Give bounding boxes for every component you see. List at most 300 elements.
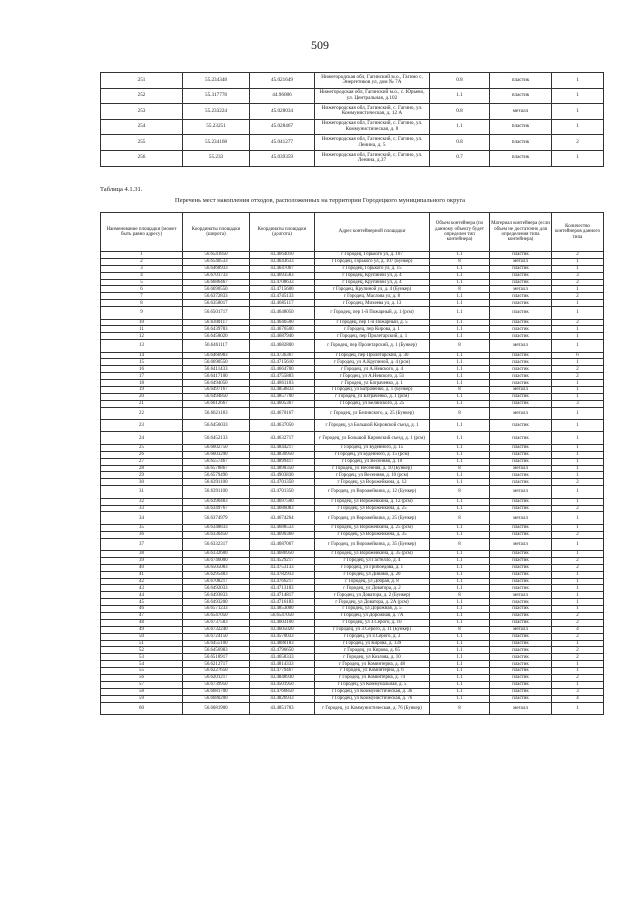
cell-vol: 8 (430, 286, 490, 293)
cell-addr: г Городец, Крупиной ул, д. 4 (315, 272, 430, 279)
cell-lat: 56.6690550 (183, 286, 250, 293)
cell-n: 251 (101, 73, 183, 89)
table-row (101, 340, 604, 352)
cell-lat: 56.6493200 (183, 599, 250, 606)
cell-addr: г Городец, ул З.Серого, д. 10 (315, 619, 430, 626)
cell-cnt: 2 (552, 252, 604, 259)
table-row (101, 258, 604, 265)
table-row (101, 73, 604, 89)
cell-mat: металл (490, 340, 552, 352)
cell-lon: 43.4766850 (250, 688, 315, 695)
cell-addr: г Городец, пер Пролетарский, д. 1 (315, 333, 430, 340)
cell-addr: Нижегородская обл, Гагинский, с. Гагино, ул. Ленина, д.37 (315, 150, 430, 166)
cell-cnt: 1 (552, 571, 604, 578)
cell-cnt: 1 (552, 333, 604, 340)
cell-mat: пластик (490, 359, 552, 366)
cell-n: 5 (101, 279, 183, 286)
table-row (101, 380, 604, 387)
cell-lon: 43.4736367 (250, 352, 315, 359)
cell-addr: Нижегородская обл, Гагинский м.о., с. Юрьево, ул. Центральная, д.102 (315, 88, 430, 104)
cell-n: 12 (101, 333, 183, 340)
cell-lon: 43.4745133 (250, 293, 315, 300)
table-row (101, 387, 604, 394)
cell-lon: 43.4826933 (250, 695, 315, 702)
cell-lon: 43.4685117 (250, 300, 315, 307)
cell-n: 25 (101, 444, 183, 451)
cell-n: 41 (101, 571, 183, 578)
cell-lat: 56.6411433 (183, 366, 250, 373)
cell-addr: г Городец, Крупиной ул, д. 4 (315, 279, 430, 286)
cell-lat: 56.6518917 (183, 654, 250, 661)
table-row (101, 352, 604, 359)
cell-vol: 1.1 (430, 373, 490, 380)
cell-vol: 1.1 (430, 252, 490, 259)
cell-mat: пластик (490, 654, 552, 661)
cell-lon: 43.4848930 (250, 674, 315, 681)
cell-addr: г Городец, пер 1-й Пожарный, д. 5 (315, 319, 430, 326)
cell-mat: пластик (490, 674, 552, 681)
cell-n: 19 (101, 387, 183, 394)
cell-lat: 56.6455100 (183, 640, 250, 647)
cell-addr: г Городец, ул Весенняя, д. 10 (Бункер) (315, 465, 430, 472)
cell-n: 35 (101, 524, 183, 531)
cell-n: 34 (101, 512, 183, 524)
cell-lat: 56.6690550 (183, 359, 250, 366)
cell-n: 9 (101, 307, 183, 319)
page-number: 509 (311, 38, 329, 52)
cell-mat: пластик (490, 265, 552, 272)
cell-cnt: 2 (552, 619, 604, 626)
cell-lon: 43.4658333 (250, 654, 315, 661)
header-cnt: Количество контейнеров данного типа (552, 213, 604, 252)
table-row (101, 400, 604, 407)
cell-addr: г Городец, пер 1-й Пожарный, д. 1 (рсм) (315, 307, 430, 319)
cell-addr: г Городец, Маслова ул, д. 8 (315, 293, 430, 300)
cell-vol: 1.1 (430, 619, 490, 626)
table-row (101, 505, 604, 512)
cell-lat: 56.6300117 (183, 319, 250, 326)
cell-lon: 43.4716183 (250, 599, 315, 606)
cell-lon: 43.4898350 (250, 465, 315, 472)
cell-lon: 43.4676500 (250, 326, 315, 333)
cell-n: 11 (101, 326, 183, 333)
cell-lat: 56.6201217 (183, 674, 250, 681)
cell-lon: 43.4857700 (250, 393, 315, 400)
cell-lat: 55.234168 (183, 135, 250, 151)
cell-addr: г Городец, ул Дорожная, д. 7А (315, 612, 430, 619)
cell-n: 59 (101, 695, 183, 702)
cell-cnt: 1 (552, 538, 604, 550)
cell-cnt: 4 (552, 626, 604, 633)
cell-vol: 1.1 (430, 352, 490, 359)
cell-cnt: 1 (552, 606, 604, 613)
cell-mat: пластик (490, 578, 552, 585)
cell-n: 55 (101, 668, 183, 675)
table-row (101, 393, 604, 400)
cell-lat: 56.6686467 (183, 279, 250, 286)
cell-vol: 1.1 (430, 88, 490, 104)
cell-n: 26 (101, 451, 183, 458)
cell-lon: 43.4605367 (250, 400, 315, 407)
cell-lat: 56.6708217 (183, 578, 250, 585)
cell-mat: пластик (490, 119, 552, 135)
cell-lon: 43.4664010 (250, 252, 315, 259)
table-row (101, 633, 604, 640)
cell-addr: г Городец, Михеева ул, д. 13 (315, 300, 430, 307)
cell-mat: пластик (490, 135, 552, 151)
header-name: Наименование площадки (может быть равно адресу) (101, 213, 183, 252)
table-row (101, 444, 604, 451)
cell-cnt: 2 (552, 531, 604, 538)
cell-mat: пластик (490, 695, 552, 702)
cell-lat: 56.6332600 (183, 550, 250, 557)
cell-lat: 56.6461117 (183, 340, 250, 352)
cell-mat: пластик (490, 444, 552, 451)
cell-n: 45 (101, 599, 183, 606)
cell-cnt: 1 (552, 380, 604, 387)
table-row (101, 326, 604, 333)
table-title: Перечень мест накопления отходов, расположенных на территории Городецкого муниципального округа (174, 197, 466, 204)
cell-mat: пластик (490, 633, 552, 640)
cell-lat: 55.233 (183, 150, 250, 166)
cell-vol: 8 (430, 702, 490, 714)
cell-vol: 0.8 (430, 104, 490, 120)
cell-addr: г Городец, ул Ворожейкина, д. 25 (315, 505, 430, 512)
cell-n: 17 (101, 373, 183, 380)
cell-addr: г Городец, ул Буденного, д. 15 (рсм) (315, 451, 430, 458)
cell-lon: 43.4686950 (250, 550, 315, 557)
cell-vol: 0.8 (430, 135, 490, 151)
cell-mat: пластик (490, 505, 552, 512)
table-row (101, 531, 604, 538)
cell-lat: 56.6557467 (183, 458, 250, 465)
cell-lon: 43.4753133 (250, 564, 315, 571)
cell-addr: г Городец, ул Большой Кировской съезд, д. 1 (315, 420, 430, 432)
cell-lat: 55.234348 (183, 73, 250, 89)
cell-lon: 45.039359 (250, 150, 315, 166)
cell-cnt: 1 (552, 524, 604, 531)
cell-lon: 45.041277 (250, 135, 315, 151)
cell-cnt: 1 (552, 407, 604, 419)
cell-n: 14 (101, 352, 183, 359)
cell-vol: 8 (430, 407, 490, 419)
table-row (101, 674, 604, 681)
cell-lon: 43.4701350 (250, 479, 315, 486)
cell-addr: г Городец, ул Ворожейкина, д. 35 (Бункер) (315, 538, 430, 550)
cell-lon: 43.4713183 (250, 585, 315, 592)
cell-mat: пластик (490, 373, 552, 380)
cell-lat: 56.6374979 (183, 512, 250, 524)
cell-mat: пластик (490, 619, 552, 626)
table-row (101, 472, 604, 479)
cell-lat: 56.6439783 (183, 326, 250, 333)
cell-addr: г Городец, ул Весенняя, д. 10 (рсм) (315, 472, 430, 479)
cell-lon: 43.4830950 (250, 451, 315, 458)
table-row (101, 333, 604, 340)
cell-lon: 43.4529217 (250, 557, 315, 564)
cell-addr: г Городец, пер Пролетарский, д. 1 (Бункер) (315, 340, 430, 352)
cell-mat: пластик (490, 688, 552, 695)
table-row (101, 286, 604, 293)
cell-vol: 1.1 (430, 265, 490, 272)
table-row (101, 359, 604, 366)
cell-lon: 43.4814333 (250, 661, 315, 668)
cell-vol: 1.1 (430, 505, 490, 512)
cell-lat: 56.6612667 (183, 400, 250, 407)
cell-lat: 56.6390483 (183, 498, 250, 505)
cell-n: 32 (101, 498, 183, 505)
cell-lon: 43.4664700 (250, 366, 315, 373)
header-lon: Координаты площадки (долгота) (250, 213, 315, 252)
cell-addr: г Городец, ул Ворожейкина, д. 25 (рсм) (315, 524, 430, 531)
cell-lon: 43.4603100 (250, 619, 315, 626)
cell-mat: пластик (490, 451, 552, 458)
table-row (101, 599, 604, 606)
table-row (101, 612, 604, 619)
cell-lat: 56.6602750 (183, 444, 250, 451)
cell-lon: 43.4643633 (250, 258, 315, 265)
cell-addr: г Городец, Горького ул, д. 107 (Бункер) (315, 258, 430, 265)
cell-n: 3 (101, 265, 183, 272)
cell-lat: 56.6391100 (183, 479, 250, 486)
cell-mat: пластик (490, 612, 552, 619)
cell-lon: 43.4688533 (250, 524, 315, 531)
cell-cnt: 1 (552, 702, 604, 714)
cell-n: 27 (101, 458, 183, 465)
cell-addr: г Городец, ул Коммунистическая, д. 76 (Бункер) (315, 702, 430, 714)
cell-n: 16 (101, 366, 183, 373)
cell-vol: 1.1 (430, 695, 490, 702)
table-row (101, 512, 604, 524)
table-row (101, 458, 604, 465)
cell-addr: г Городец, ул Добрая, д. 8 (315, 578, 430, 585)
cell-vol: 1.1 (430, 531, 490, 538)
cell-lon: 43.4648050 (250, 307, 315, 319)
cell-n: 31 (101, 486, 183, 498)
table-row (101, 668, 604, 675)
table-row (101, 661, 604, 668)
table-row (101, 640, 604, 647)
cell-cnt: 1 (552, 326, 604, 333)
cell-addr: г Городец, ул Доватора, д. 2А (рсм) (315, 599, 430, 606)
cell-n: 53 (101, 654, 183, 661)
cell-addr: г Городец, ул Ворожейкина, д. 12 (315, 479, 430, 486)
cell-mat: пластик (490, 393, 552, 400)
cell-lon: 43.4501950 (250, 681, 315, 688)
cell-addr: г Городец, ул Весенняя, д. 10 (315, 458, 430, 465)
cell-addr: г Городец, ул Белинского, д. 25 (315, 400, 430, 407)
cell-vol: 1.1 (430, 578, 490, 585)
cell-vol: 1.1 (430, 380, 490, 387)
cell-n: 46 (101, 606, 183, 613)
cell-cnt: 1 (552, 258, 604, 265)
table-row (101, 135, 604, 151)
table-row (101, 479, 604, 486)
table-row (101, 538, 604, 550)
cell-lon: 45.021649 (250, 73, 315, 89)
cell-cnt: 2 (552, 293, 604, 300)
cell-mat: пластик (490, 668, 552, 675)
cell-lon: 43.4903830 (250, 472, 315, 479)
cell-n: 2 (101, 258, 183, 265)
cell-vol: 8 (430, 258, 490, 265)
cell-mat: пластик (490, 252, 552, 259)
cell-lat: 56.6603290 (183, 451, 250, 458)
cell-n: 6 (101, 286, 183, 293)
cell-cnt: 3 (552, 400, 604, 407)
table-row (101, 252, 604, 259)
table-row (101, 465, 604, 472)
cell-n: 56 (101, 674, 183, 681)
cell-lat: 56.6466983 (183, 352, 250, 359)
cell-cnt: 1 (552, 150, 604, 166)
cell-n: 49 (101, 626, 183, 633)
cell-lon: 43.4899417 (250, 458, 315, 465)
cell-addr: г Городец, ул А.Невского, д. 51 (315, 373, 430, 380)
cell-mat: пластик (490, 420, 552, 432)
cell-mat: металл (490, 465, 552, 472)
cell-lon: 43.4715600 (250, 286, 315, 293)
cell-lon: 43.4690360 (250, 531, 315, 538)
cell-mat: металл (490, 538, 552, 550)
table-row (101, 626, 604, 633)
cell-vol: 1.1 (430, 647, 490, 654)
cell-addr: г Городец, ул Ворожейкина, д. 12 (рсм) (315, 498, 430, 505)
cell-vol: 1.1 (430, 420, 490, 432)
cell-n: 252 (101, 88, 183, 104)
cell-addr: г Городец, ул Ворожейкина, д. 35 (315, 531, 430, 538)
cell-mat: металл (490, 486, 552, 498)
cell-addr: г Городец, ул Доватора, д. 2 (315, 585, 430, 592)
cell-lat: 56.6336450 (183, 531, 250, 538)
cell-lat: 56.6681900 (183, 702, 250, 714)
cell-lon: 44.96086 (250, 88, 315, 104)
cell-addr: г Городец, ул Коммунистическая, д. 76 (315, 695, 430, 702)
cell-lon: 43.4637050 (250, 420, 315, 432)
cell-n: 54 (101, 661, 183, 668)
cell-mat: пластик (490, 585, 552, 592)
cell-cnt: 1 (552, 592, 604, 599)
table-row (101, 585, 604, 592)
cell-mat: металл (490, 387, 552, 394)
table-row (101, 695, 604, 702)
cell-lon: 43.4858833 (250, 387, 315, 394)
table-row (101, 524, 604, 531)
cell-n: 42 (101, 578, 183, 585)
cell-lon: 43.4670167 (250, 407, 315, 419)
cell-n: 23 (101, 420, 183, 432)
cell-n: 39 (101, 557, 183, 564)
cell-addr: г Городец, ул З.Серого, д. 3 (315, 633, 430, 640)
cell-lat: 56.6540533 (183, 258, 250, 265)
cell-lat: 56.6746000 (183, 557, 250, 564)
table-row (101, 272, 604, 279)
cell-lon: 43.4697500 (250, 498, 315, 505)
cell-lon: 43.4755883 (250, 373, 315, 380)
cell-addr: г Городец, ул Ворожейкина, д. 12 (Бункер) (315, 486, 430, 498)
cell-mat: пластик (490, 150, 552, 166)
cell-mat: пластик (490, 550, 552, 557)
cell-cnt: 1 (552, 265, 604, 272)
cell-cnt: 1 (552, 578, 604, 585)
cell-cnt: 1 (552, 307, 604, 319)
cell-cnt: 1 (552, 420, 604, 432)
cell-mat: пластик (490, 380, 552, 387)
cell-n: 254 (101, 119, 183, 135)
table-row (101, 578, 604, 585)
cell-lat: 56.6458020 (183, 333, 250, 340)
cell-mat: пластик (490, 479, 552, 486)
cell-vol: 1.1 (430, 458, 490, 465)
cell-lat: 56.6417100 (183, 373, 250, 380)
cell-lon: 43.4570033 (250, 633, 315, 640)
cell-vol: 1.1 (430, 681, 490, 688)
cell-n: 30 (101, 479, 183, 486)
cell-cnt: 1 (552, 599, 604, 606)
cell-lat: 56.6452133 (183, 432, 250, 444)
cell-cnt: 1 (552, 340, 604, 352)
cell-mat: пластик (490, 599, 552, 606)
cell-lon: 43.4605020 (250, 626, 315, 633)
cell-lat: 56.6505083 (183, 564, 250, 571)
cell-n: 28 (101, 465, 183, 472)
cell-lon: 45.028034 (250, 104, 315, 120)
cell-lon: 43.4779467 (250, 668, 315, 675)
cell-lon: 43.4714817 (250, 592, 315, 599)
cell-mat: пластик (490, 307, 552, 319)
cell-mat: пластик (490, 352, 552, 359)
cell-addr: г Городец, ул Доватора, д. 2 (Бункер) (315, 592, 430, 599)
cell-vol: 8 (430, 340, 490, 352)
cell-n: 58 (101, 688, 183, 695)
cell-vol: 1.1 (430, 359, 490, 366)
cell-vol: 8 (430, 512, 490, 524)
cell-addr: г Городец, Крупиной ул, д. 4 (Бункер) (315, 286, 430, 293)
table-row (101, 654, 604, 661)
cell-cnt: 1 (552, 73, 604, 89)
cell-vol: 1.1 (430, 599, 490, 606)
cell-vol: 8 (430, 626, 490, 633)
cell-n: 20 (101, 393, 183, 400)
cell-n: 52 (101, 647, 183, 654)
cell-n: 37 (101, 538, 183, 550)
cell-addr: г Городец, ул Дорожная, д. 5 (315, 606, 430, 613)
cell-n: 40 (101, 564, 183, 571)
cell-addr: г Городец, ул Коминтерна, д. 6 (315, 668, 430, 675)
cell-lon: 45.028467 (250, 119, 315, 135)
table-row (101, 432, 604, 444)
cell-vol: 1.1 (430, 479, 490, 486)
table-row (101, 498, 604, 505)
cell-vol: 1.1 (430, 119, 490, 135)
cell-addr: г Городец, ул Большой Кировский съезд, д. 1 (рсм) (315, 432, 430, 444)
cell-lat: 56.6494050 (183, 380, 250, 387)
cell-vol: 1.1 (430, 444, 490, 451)
cell-addr: г Городец, пер Пролетарский, д. 30 (315, 352, 430, 359)
cell-lon: 43.4853000 (250, 606, 315, 613)
cell-n: 29 (101, 472, 183, 479)
cell-n: 33 (101, 505, 183, 512)
cell-lon: 43.4844217 (250, 444, 315, 451)
cell-mat: пластик (490, 326, 552, 333)
cell-lat: 56.6456983 (183, 647, 250, 654)
cell-lon: 43.4851783 (250, 702, 315, 714)
cell-lon: 43.4701350 (250, 486, 315, 498)
cell-vol: 1.1 (430, 333, 490, 340)
cell-cnt: 6 (552, 352, 604, 359)
cell-cnt: 1 (552, 286, 604, 293)
table-row (101, 564, 604, 571)
